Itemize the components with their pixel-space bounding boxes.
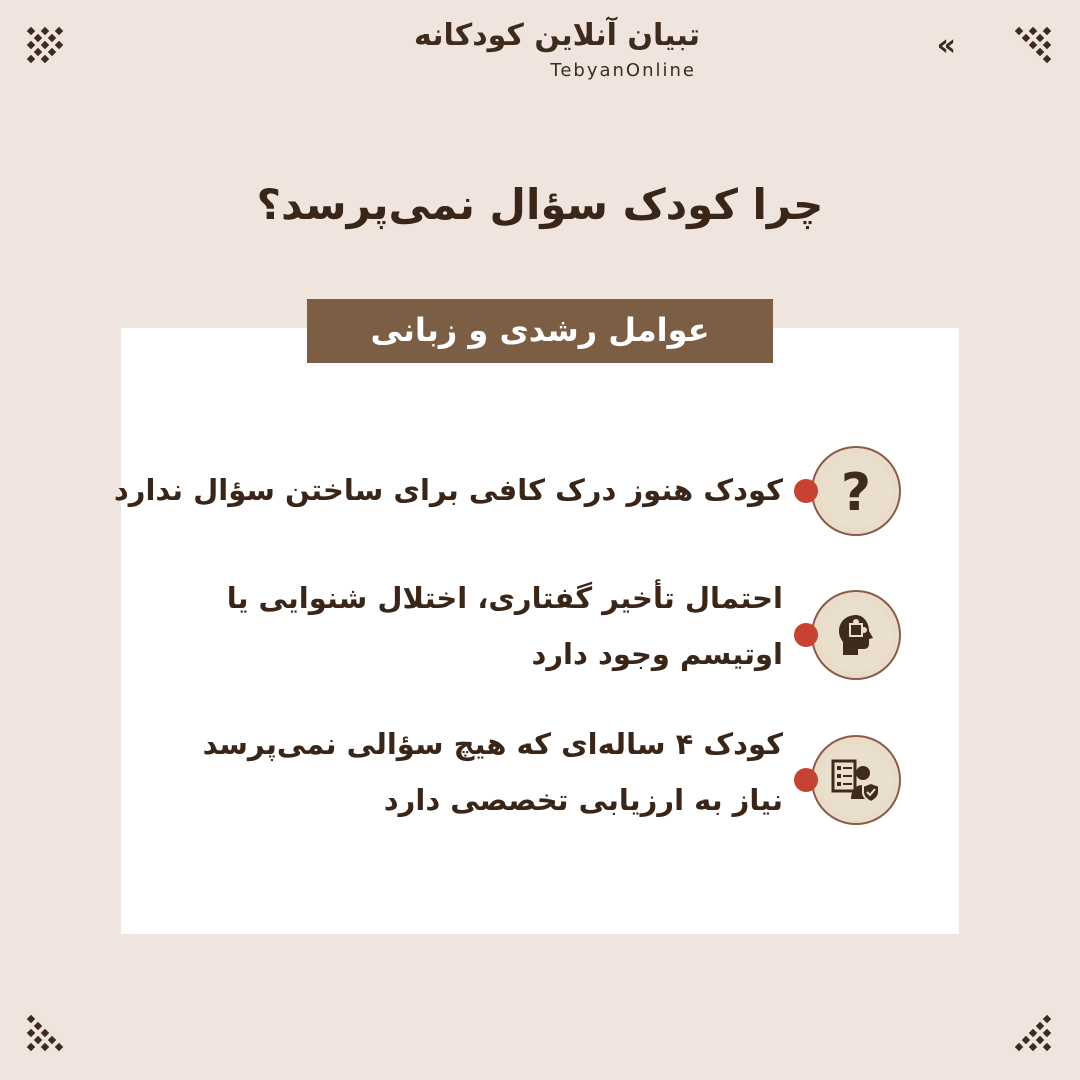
section-banner: عوامل رشدی و زبانی [307, 299, 773, 363]
svg-text:?: ? [840, 464, 872, 518]
list-bullet [794, 768, 818, 792]
page-title: چرا کودک سؤال نمی‌پرسد؟ [256, 180, 824, 229]
brand-name-en: TebyanOnline [550, 60, 696, 81]
list-item-line: نیاز به ارزیابی تخصصی دارد [383, 783, 783, 817]
list-bullet [794, 623, 818, 647]
dot-ornament-bottom-left-icon [28, 1016, 64, 1052]
dot-ornament-top-left-icon [28, 28, 64, 64]
brand-logo [380, 18, 700, 88]
list-item-line: اوتیسم وجود دارد [531, 637, 783, 671]
list-item-line: احتمال تأخیر گفتاری، اختلال شنوایی یا [226, 581, 783, 615]
list-item-text [114, 462, 783, 518]
list-item-text [203, 716, 783, 828]
dot-ornament-top-right-icon [1016, 28, 1052, 64]
double-chevron-left-icon[interactable]: « [936, 28, 956, 63]
brand-logo-fa [408, 18, 700, 53]
dot-ornament-bottom-right-icon [1016, 1016, 1052, 1052]
list-item-line: کودک ۴ ساله‌ای که هیچ سؤالی نمی‌پرسد [202, 727, 783, 761]
list-bullet [794, 479, 818, 503]
question-mark-icon [811, 446, 901, 536]
list-item-line: کودک هنوز درک کافی برای ساختن سؤال ندارد [113, 473, 783, 507]
brand-name-fa: تبیان آنلاین [534, 18, 700, 53]
brand-kids-fa: کودکانه [414, 18, 524, 53]
head-puzzle-icon [811, 590, 901, 680]
list-item-text [227, 570, 783, 682]
assessment-checklist-icon [811, 735, 901, 825]
